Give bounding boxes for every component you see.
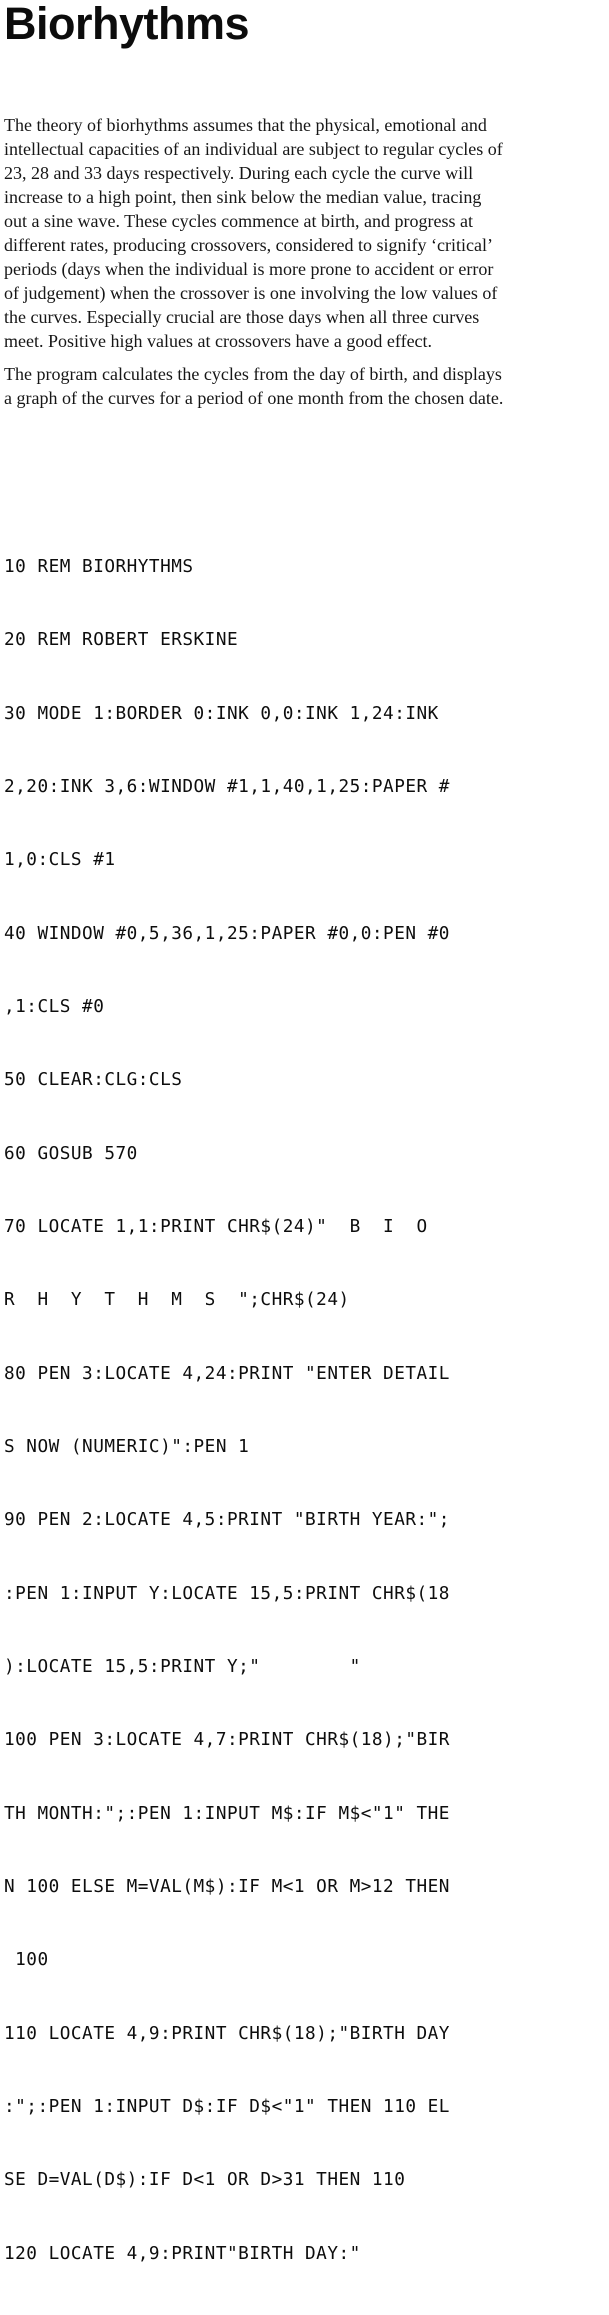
code-line: TH MONTH:";:PEN 1:INPUT M$:IF M$<"1" THE <box>4 1803 450 1824</box>
code-line: 20 REM ROBERT ERSKINE <box>4 630 239 651</box>
text-line: increase to a high point, then sink below the median value, tracing <box>4 187 482 207</box>
code-line: 70 LOCATE 1,1:PRINT CHR$(24)" B I O <box>4 1217 428 1237</box>
code-line: R H Y T H M S ";CHR$(24) <box>4 1290 350 1311</box>
text-line: The program calculates the cycles from the day of birth, and displays <box>4 364 502 384</box>
code-line: 100 <box>4 1950 49 1971</box>
text-line: intellectual capacities of an individual are subject to regular cycles of <box>4 139 503 159</box>
text-line: a graph of the curves for a period of one month from the chosen date. <box>4 388 504 408</box>
code-line: 2,20:INK 3,6:WINDOW #1,1,40,1,25:PAPER # <box>4 776 450 797</box>
paragraph-theory <box>4 113 606 353</box>
code-line: 100 PEN 3:LOCATE 4,7:PRINT CHR$(18);"BIR <box>4 1730 450 1751</box>
code-line: 10 REM BIORHYTHMS <box>4 556 194 577</box>
code-line: 30 MODE 1:BORDER 0:INK 0,0:INK 1,24:INK <box>4 703 439 724</box>
code-line: 110 LOCATE 4,9:PRINT CHR$(18);"BIRTH DAY <box>4 2023 450 2044</box>
code-line: 90 PEN 2:LOCATE 4,5:PRINT "BIRTH YEAR:"; <box>4 1510 450 1531</box>
code-line: 120 LOCATE 4,9:PRINT"BIRTH DAY:" <box>4 2243 361 2264</box>
paragraph-program <box>4 362 606 410</box>
code-line: 80 PEN 3:LOCATE 4,24:PRINT "ENTER DETAIL <box>4 1363 450 1384</box>
text-line: the curves. Especially crucial are those days when all three curves <box>4 307 480 327</box>
code-line: N 100 ELSE M=VAL(M$):IF M<1 OR M>12 THEN <box>4 1877 450 1898</box>
text-line: out a sine wave. These cycles commence at birth, and progress at <box>4 211 474 231</box>
code-line: ):LOCATE 15,5:PRINT Y;" " <box>4 1657 361 1678</box>
text-line: meet. Positive high values at crossovers have a good effect. <box>4 331 433 351</box>
code-line: :";:PEN 1:INPUT D$:IF D$<"1" THEN 110 EL <box>4 2097 450 2118</box>
text-line: The theory of biorhythms assumes that the physical, emotional and <box>4 115 487 135</box>
basic-listing <box>4 506 608 2315</box>
code-line: 60 GOSUB 570 <box>4 1143 138 1164</box>
page-title: Biorhythms <box>4 0 250 49</box>
code-line: :PEN 1:INPUT Y:LOCATE 15,5:PRINT CHR$(18 <box>4 1583 450 1604</box>
code-line: 50 CLEAR:CLG:CLS <box>4 1070 183 1091</box>
code-line: S NOW (NUMERIC)":PEN 1 <box>4 1437 250 1458</box>
intro-text <box>4 113 606 419</box>
code-line: 1,0:CLS #1 <box>4 850 116 871</box>
text-line: periods (days when the individual is more prone to accident or error <box>4 259 494 279</box>
text-line: different rates, producing crossovers, considered to signify ‘critical’ <box>4 235 494 255</box>
code-line: 40 WINDOW #0,5,36,1,25:PAPER #0,0:PEN #0 <box>4 923 450 944</box>
text-line: of judgement) when the crossover is one involving the low values of <box>4 283 498 303</box>
code-line: ,1:CLS #0 <box>4 996 105 1017</box>
code-line: SE D=VAL(D$):IF D<1 OR D>31 THEN 110 <box>4 2170 406 2191</box>
text-line: 23, 28 and 33 days respectively. During each cycle the curve will <box>4 163 474 183</box>
